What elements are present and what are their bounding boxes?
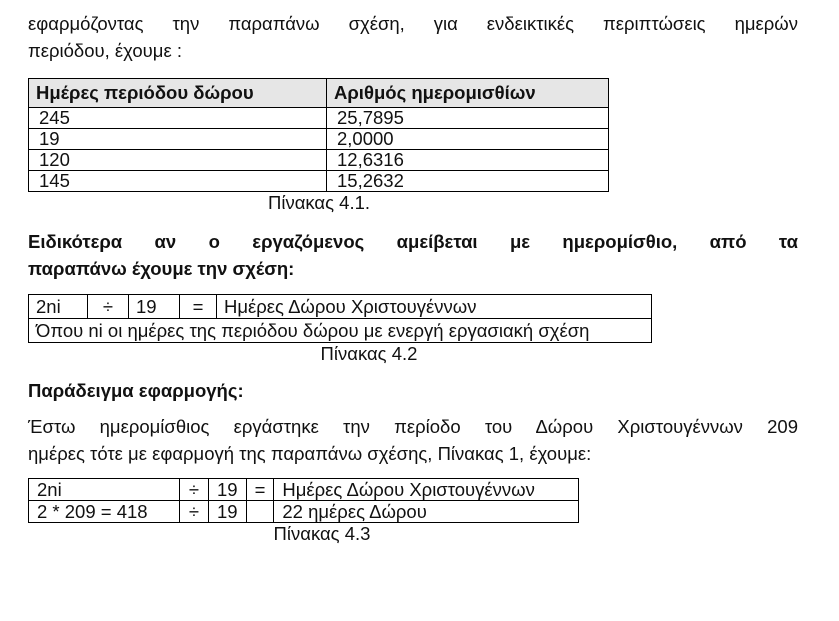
example-line-2: ημέρες τότε με εφαρμογή της παραπάνω σχέσης, Πίνακας 1, έχουμε: — [28, 443, 592, 464]
intro-line-2: περιόδου, έχουμε : — [28, 40, 182, 61]
document-page — [28, 10, 798, 545]
cell-expression: 2 * 209 = 418 — [29, 501, 180, 523]
example-line-1: Έστω ημερομίσθιος εργάστηκε την περίοδο του Δώρου Χριστουγέννων 209 — [28, 416, 798, 437]
cell-days: 120 — [29, 150, 327, 171]
cell-days: 145 — [29, 171, 327, 192]
cell-wages: 2,0000 — [327, 129, 609, 150]
section-line-2: παραπάνω έχουμε την σχέση: — [28, 258, 295, 279]
formula-19: 19 — [129, 295, 180, 319]
cell-days: 245 — [29, 108, 327, 129]
example-heading: Παράδειγμα εφαρμογής: — [28, 380, 244, 401]
intro-line-1: εφαρμόζοντας την παραπάνω σχέση, για ενδεικτικές περιπτώσεις ημερών — [28, 13, 798, 34]
cell-divisor: 19 — [209, 501, 247, 523]
formula-equals: = — [180, 295, 217, 319]
table-row — [29, 479, 579, 501]
cell-divide: ÷ — [180, 479, 209, 501]
section-line-1: Ειδικότερα αν ο εργαζόμενος αμείβεται με ημερομίσθιο, από τα — [28, 231, 798, 252]
cell-wages: 15,2632 — [327, 171, 609, 192]
cell-divisor: 19 — [209, 479, 247, 501]
cell-equals — [246, 501, 274, 523]
table-4-3-caption: Πίνακας 4.3 — [273, 523, 371, 544]
table-4-2-caption: Πίνακας 4.2 — [320, 343, 418, 364]
cell-divide: ÷ — [180, 501, 209, 523]
table-4-1-caption: Πίνακας 4.1. — [267, 192, 371, 213]
cell-wages: 12,6316 — [327, 150, 609, 171]
header-daily-wages: Αριθμός ημερομισθίων — [327, 79, 609, 108]
cell-days: 19 — [29, 129, 327, 150]
cell-wages: 25,7895 — [327, 108, 609, 129]
table-row — [29, 171, 609, 192]
table-row — [29, 501, 579, 523]
cell-equals: = — [246, 479, 274, 501]
formula-row — [29, 295, 652, 319]
table-4-3 — [28, 478, 579, 523]
cell-expression: 2ni — [29, 479, 180, 501]
table-header-row — [29, 79, 609, 108]
formula-2ni: 2ni — [29, 295, 88, 319]
formula-note-row — [29, 319, 652, 343]
table-row — [29, 129, 609, 150]
cell-result: 22 ημέρες Δώρου — [274, 501, 579, 523]
table-4-1 — [28, 78, 609, 192]
table-row — [29, 150, 609, 171]
formula-divide: ÷ — [88, 295, 129, 319]
table-row — [29, 108, 609, 129]
formula-result: Ημέρες Δώρου Χριστουγέννων — [217, 295, 652, 319]
header-period-days: Ημέρες περιόδου δώρου — [29, 79, 327, 108]
cell-result: Ημέρες Δώρου Χριστουγέννων — [274, 479, 579, 501]
formula-note: Όπου ni οι ημέρες της περιόδου δώρου με ενεργή εργασιακή σχέση — [29, 319, 652, 343]
table-4-2 — [28, 294, 652, 343]
